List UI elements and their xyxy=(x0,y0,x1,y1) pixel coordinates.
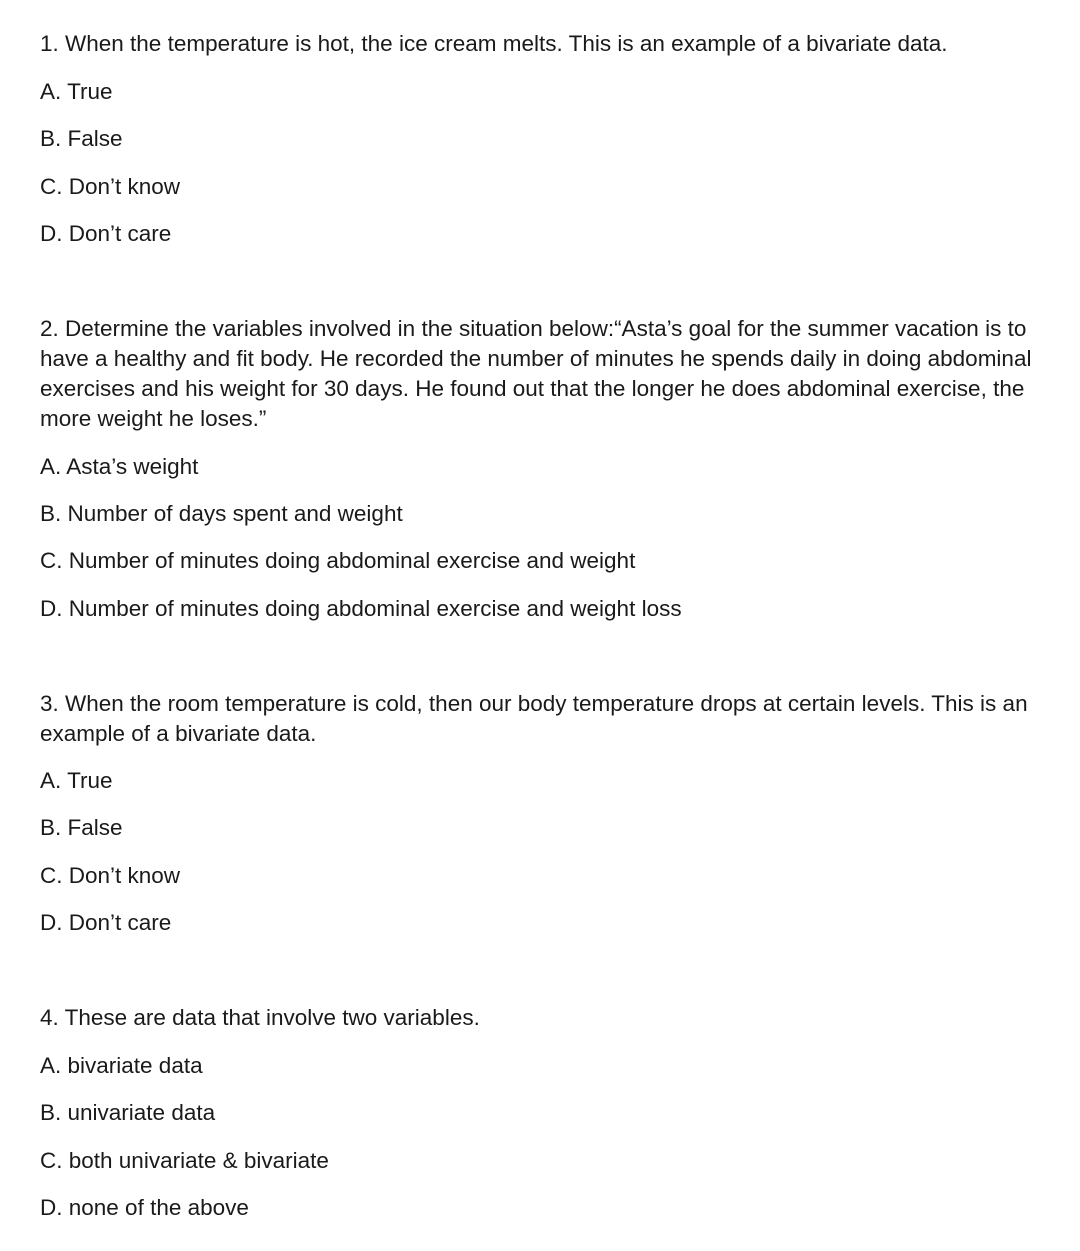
question-4-option-d[interactable]: D. none of the above xyxy=(40,1195,249,1220)
question-3-text: 3. When the room temperature is cold, then our body temperature drops at certain levels. This is an example of a bivariate data. xyxy=(40,691,1028,746)
question-1-option-d[interactable]: D. Don’t care xyxy=(40,221,172,246)
question-3-option-c[interactable]: C. Don’t know xyxy=(40,863,181,888)
question-2-option-d[interactable]: D. Number of minutes doing abdominal exercise and weight loss xyxy=(40,596,682,621)
question-2-option-b[interactable]: B. Number of days spent and weight xyxy=(40,501,403,526)
question-2-text: 2. Determine the variables involved in the situation below:“Asta’s goal for the summer vacation is to have a healthy and fit body. He recorded the number of minutes he spends daily in doing abdominal exercises and his weight for 30 days. He found out that the longer he does abdominal exercise, the more weight he loses.” xyxy=(40,316,1032,431)
question-3-option-b[interactable]: B. False xyxy=(40,815,123,840)
question-4-option-b[interactable]: B. univariate data xyxy=(40,1100,216,1125)
question-1-option-a[interactable]: A. True xyxy=(40,79,113,104)
question-1-option-b[interactable]: B. False xyxy=(40,126,123,151)
question-3 xyxy=(40,689,1070,935)
question-1-text: 1. When the temperature is hot, the ice cream melts. This is an example of a bivariate data. xyxy=(40,31,948,56)
question-4-text: 4. These are data that involve two variables. xyxy=(40,1005,480,1030)
question-2 xyxy=(40,314,1070,621)
question-2-option-a[interactable]: A. Asta’s weight xyxy=(40,454,199,479)
question-1-option-c[interactable]: C. Don’t know xyxy=(40,174,181,199)
question-3-option-a[interactable]: A. True xyxy=(40,768,113,793)
question-3-option-d[interactable]: D. Don’t care xyxy=(40,910,172,935)
question-2-option-c[interactable]: C. Number of minutes doing abdominal exercise and weight xyxy=(40,548,636,573)
question-4 xyxy=(40,1003,1070,1220)
question-4-option-c[interactable]: C. both univariate & bivariate xyxy=(40,1148,329,1173)
question-1 xyxy=(40,29,1070,246)
question-4-option-a[interactable]: A. bivariate data xyxy=(40,1053,203,1078)
